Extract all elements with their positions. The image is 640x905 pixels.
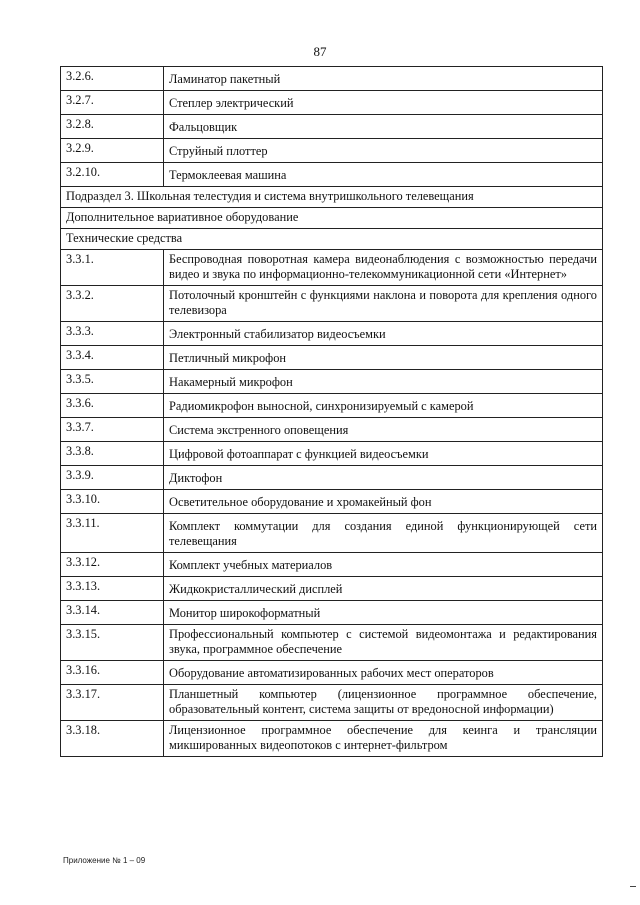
item-name: Накамерный микрофон xyxy=(164,370,603,394)
page-number: 87 xyxy=(313,44,327,59)
table-row xyxy=(61,661,603,685)
section-heading: Технические средства xyxy=(61,229,603,250)
item-code: 3.3.13. xyxy=(61,577,164,601)
item-code: 3.3.14. xyxy=(61,601,164,625)
item-name: Осветительное оборудование и хромакейный фон xyxy=(164,490,603,514)
table-row xyxy=(61,67,603,91)
item-name: Ламинатор пакетный xyxy=(164,67,603,91)
item-name: Электронный стабилизатор видеосъемки xyxy=(164,322,603,346)
table-row xyxy=(61,91,603,115)
item-name: Комплект коммутации для создания единой функционирующей сети телевещания xyxy=(164,514,603,553)
item-name: Потолочный кронштейн с функциями наклона и поворота для крепления одного телевизора xyxy=(164,286,603,322)
item-name: Планшетный компьютер (лицензионное программное обеспечение, образовательный контент, система защиты от вредоносной информации) xyxy=(164,685,603,721)
table-row xyxy=(61,418,603,442)
item-code: 3.3.16. xyxy=(61,661,164,685)
item-code: 3.3.9. xyxy=(61,466,164,490)
item-name: Фальцовщик xyxy=(164,115,603,139)
table-row xyxy=(61,577,603,601)
item-code: 3.3.4. xyxy=(61,346,164,370)
table-row xyxy=(61,685,603,721)
section-row xyxy=(61,187,603,208)
section-row xyxy=(61,229,603,250)
table-row xyxy=(61,514,603,553)
table-row xyxy=(61,394,603,418)
table-row xyxy=(61,250,603,286)
item-name: Оборудование автоматизированных рабочих мест операторов xyxy=(164,661,603,685)
item-name: Монитор широкоформатный xyxy=(164,601,603,625)
table-row xyxy=(61,346,603,370)
item-code: 3.3.11. xyxy=(61,514,164,553)
item-code: 3.3.12. xyxy=(61,553,164,577)
item-name: Система экстренного оповещения xyxy=(164,418,603,442)
item-code: 3.3.3. xyxy=(61,322,164,346)
item-code: 3.3.2. xyxy=(61,286,164,322)
corner-mark xyxy=(630,886,636,887)
item-code: 3.3.7. xyxy=(61,418,164,442)
item-code: 3.3.8. xyxy=(61,442,164,466)
item-name: Термоклеевая машина xyxy=(164,163,603,187)
section-row xyxy=(61,208,603,229)
item-code: 3.3.17. xyxy=(61,685,164,721)
item-code: 3.2.6. xyxy=(61,67,164,91)
item-code: 3.3.10. xyxy=(61,490,164,514)
table-row xyxy=(61,490,603,514)
section-heading: Дополнительное вариативное оборудование xyxy=(61,208,603,229)
item-name: Степлер электрический xyxy=(164,91,603,115)
item-code: 3.3.6. xyxy=(61,394,164,418)
table-row xyxy=(61,442,603,466)
item-name: Комплект учебных материалов xyxy=(164,553,603,577)
item-name: Диктофон xyxy=(164,466,603,490)
equipment-table xyxy=(60,66,603,757)
section-heading: Подраздел 3. Школьная телестудия и система внутришкольного телевещания xyxy=(61,187,603,208)
footer-appendix-label: Приложение № 1 – 09 xyxy=(63,856,146,865)
table-row xyxy=(61,721,603,757)
table-row xyxy=(61,553,603,577)
item-name: Петличный микрофон xyxy=(164,346,603,370)
item-name: Радиомикрофон выносной, синхронизируемый с камерой xyxy=(164,394,603,418)
item-code: 3.3.15. xyxy=(61,625,164,661)
table-row xyxy=(61,286,603,322)
item-name: Струйный плоттер xyxy=(164,139,603,163)
table-row xyxy=(61,370,603,394)
item-name: Лицензионное программное обеспечение для кеинга и трансляции микшированных видеопотоков с интернет-фильтром xyxy=(164,721,603,757)
item-name: Цифровой фотоаппарат с функцией видеосъемки xyxy=(164,442,603,466)
item-name: Профессиональный компьютер с системой видеомонтажа и редактирования звука, программное обеспечение xyxy=(164,625,603,661)
table-row xyxy=(61,163,603,187)
item-code: 3.3.1. xyxy=(61,250,164,286)
table-row xyxy=(61,115,603,139)
item-code: 3.2.10. xyxy=(61,163,164,187)
table-row xyxy=(61,322,603,346)
equipment-table-body xyxy=(61,67,603,757)
item-code: 3.2.7. xyxy=(61,91,164,115)
item-code: 3.2.9. xyxy=(61,139,164,163)
table-row xyxy=(61,139,603,163)
table-row xyxy=(61,625,603,661)
item-code: 3.2.8. xyxy=(61,115,164,139)
item-code: 3.3.18. xyxy=(61,721,164,757)
item-name: Беспроводная поворотная камера видеонаблюдения с возможностью передачи видео и звука по информационно-телекоммуникационной сети «Интернет» xyxy=(164,250,603,286)
item-name: Жидкокристаллический дисплей xyxy=(164,577,603,601)
table-row xyxy=(61,466,603,490)
item-code: 3.3.5. xyxy=(61,370,164,394)
table-row xyxy=(61,601,603,625)
